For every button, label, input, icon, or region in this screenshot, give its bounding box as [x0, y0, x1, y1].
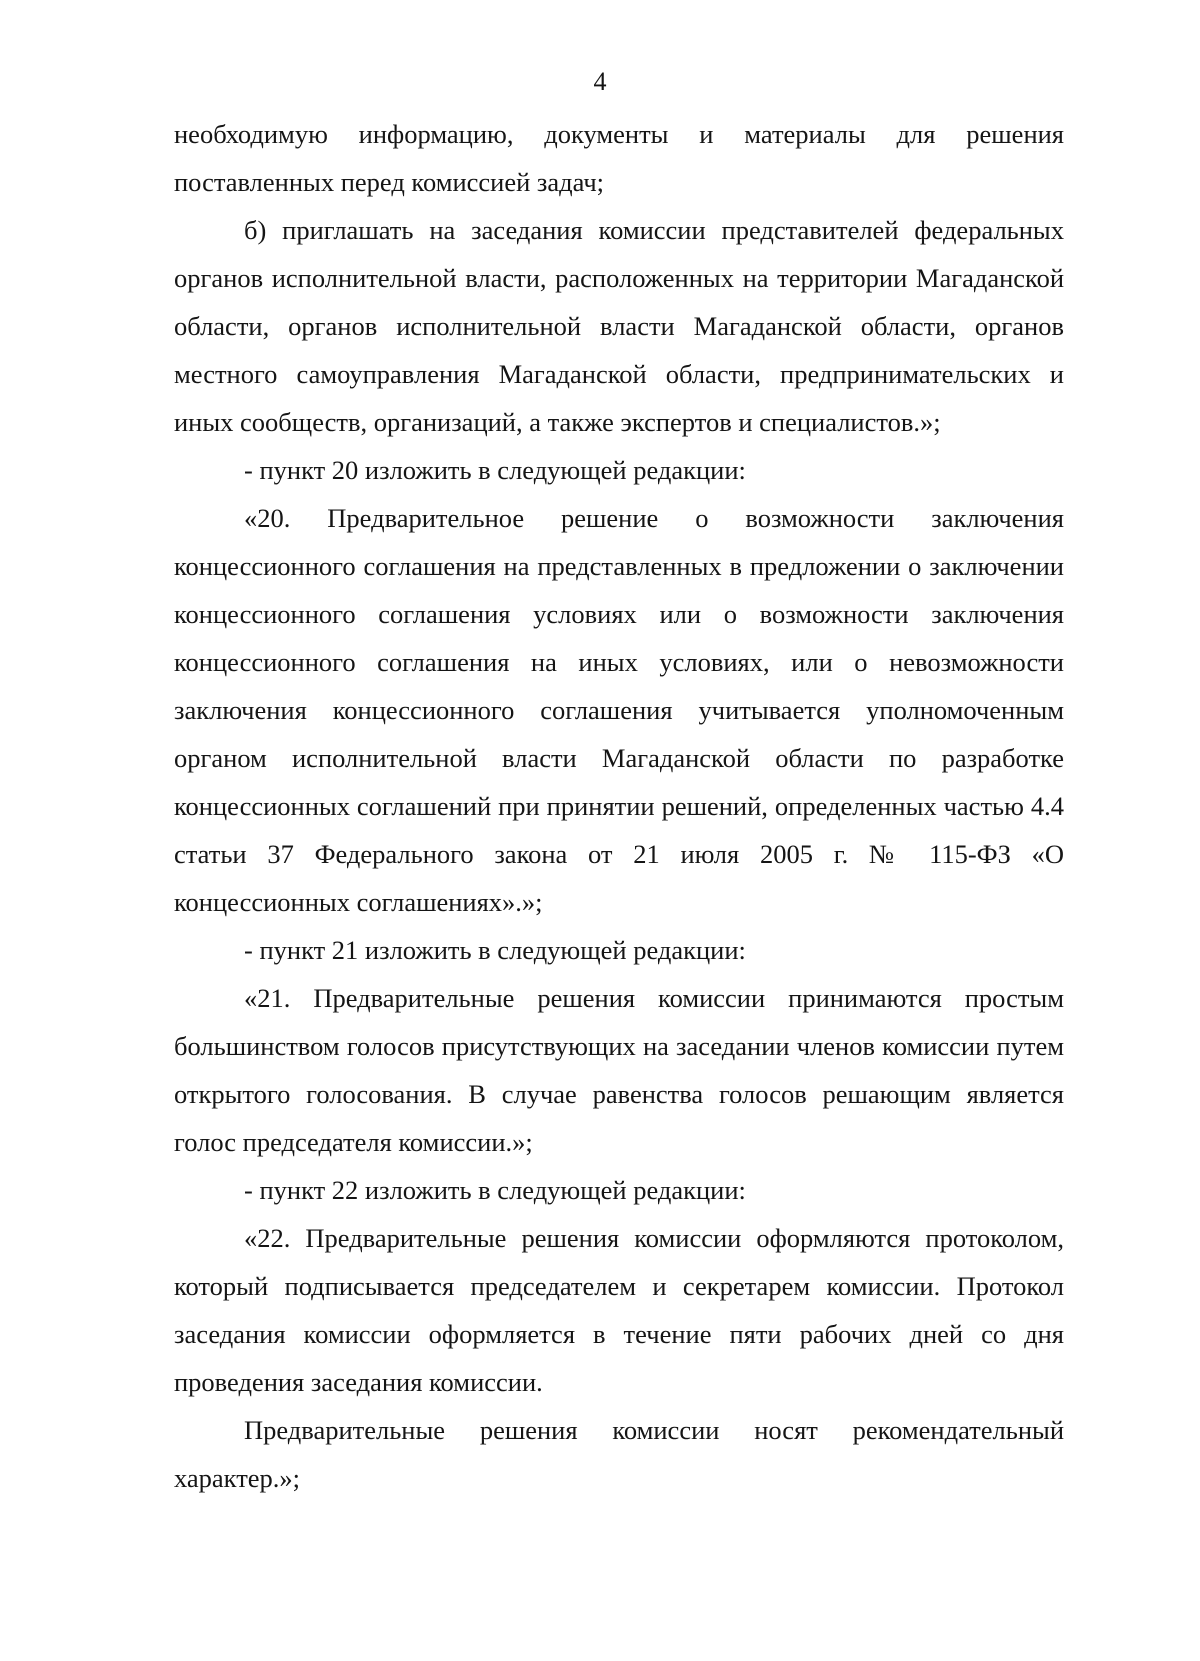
paragraph-clause-20: «20. Предварительное решение о возможности заключения концессионного соглашения на представленных в предложении о заключении концессионного соглашения условиях или о возможности заключения концессионного соглашения на иных условиях, или о невозможности заключения концессионного соглашения учитывается уполномоченным органом исполнительной власти Магаданской области по разработке концессионных соглашений при принятии решений, определенных частью 4.4 статьи 37 Федерального закона от 21 июля 2005 г. № 115-ФЗ «О концессионных соглашениях».»;: [174, 503, 1064, 917]
paragraph-clause-21: «21. Предварительные решения комиссии принимаются простым большинством голосов присутствующих на заседании членов комиссии путем открытого голосования. В случае равенства голосов решающим является голос председателя комиссии.»;: [174, 983, 1064, 1157]
paragraph-clause-22-continued: Предварительные решения комиссии носят рекомендательный характер.»;: [174, 1415, 1064, 1493]
paragraph-item-b: б) приглашать на заседания комиссии представителей федеральных органов исполнительной власти, расположенных на территории Магаданской области, органов исполнительной власти Магаданской области, органов местного самоуправления Магаданской области, предпринимательских и иных сообществ, организаций, а также экспертов и специалистов.»;: [174, 215, 1064, 437]
paragraph-amend-22-intro: - пункт 22 изложить в следующей редакции:: [244, 1175, 746, 1205]
document-body: [174, 110, 1064, 1502]
paragraph-continuation: необходимую информацию, документы и материалы для решения поставленных перед комиссией задач;: [174, 119, 1064, 197]
page-number: 4: [593, 67, 607, 96]
paragraph-clause-22: «22. Предварительные решения комиссии оформляются протоколом, который подписывается председателем и секретарем комиссии. Протокол заседания комиссии оформляется в течение пяти рабочих дней со дня проведения заседания комиссии.: [174, 1223, 1064, 1397]
paragraph-amend-20-intro: - пункт 20 изложить в следующей редакции:: [244, 455, 746, 485]
paragraph-amend-21-intro: - пункт 21 изложить в следующей редакции:: [244, 935, 746, 965]
